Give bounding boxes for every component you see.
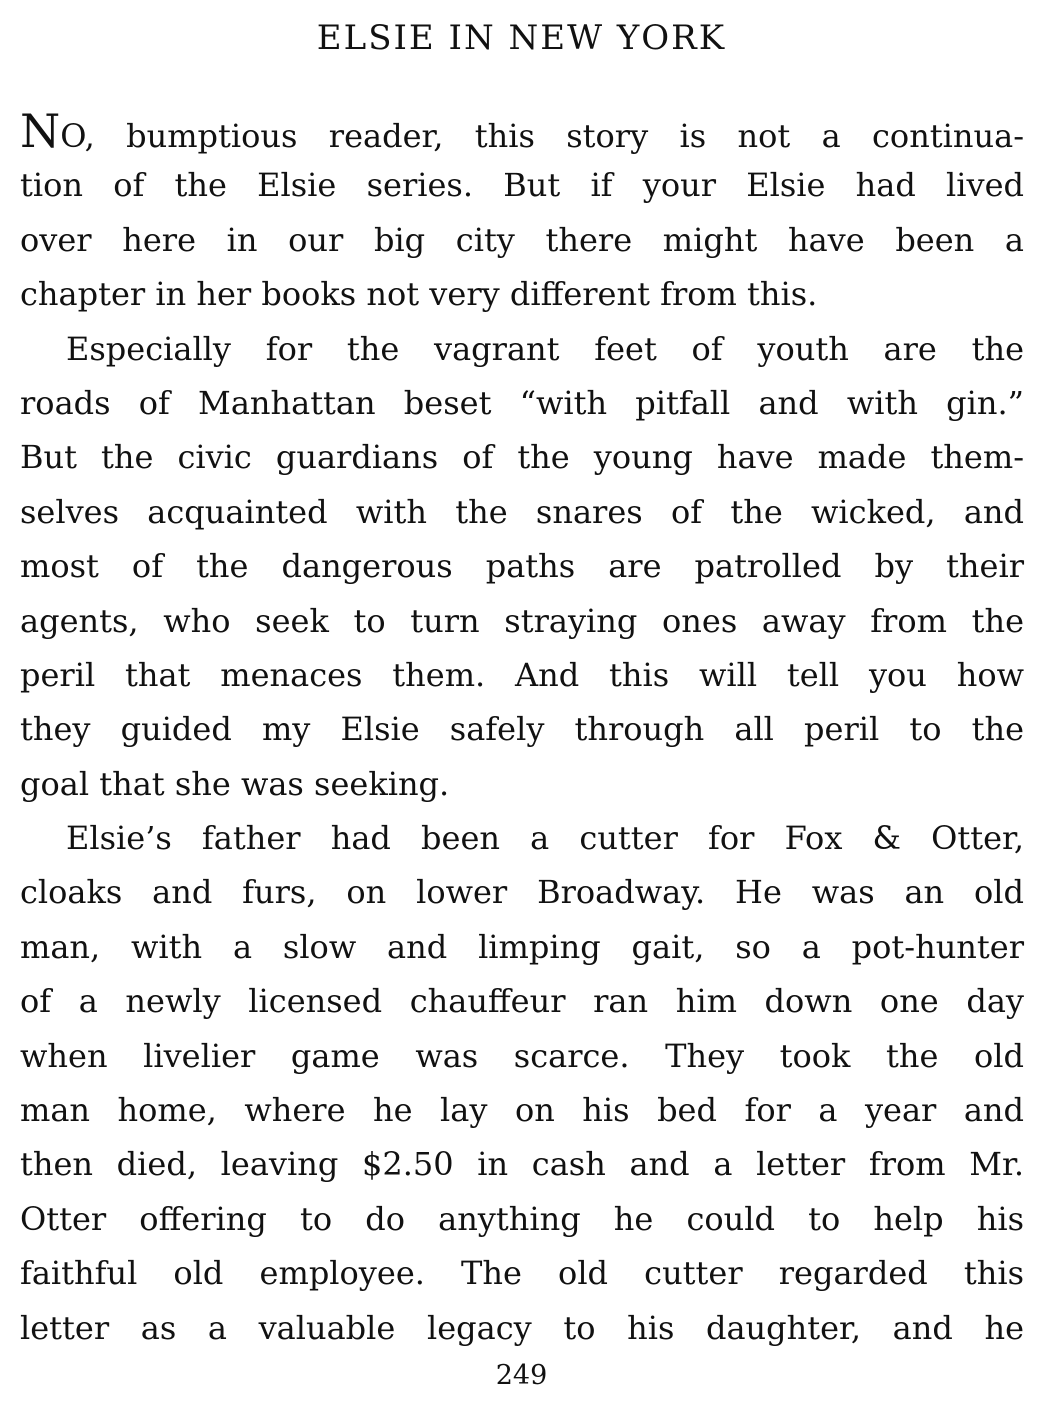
text-line: Otter offering to do anything he could to help his xyxy=(20,1199,1024,1238)
text-line: man home, where he lay on his bed for a year and xyxy=(20,1091,1024,1130)
text-line: letter as a valuable legacy to his daughter, and he xyxy=(20,1308,1024,1347)
text-line: But the civic guardians of the young have made them- xyxy=(20,438,1024,477)
text-line: of a newly licensed chauffeur ran him down one day xyxy=(20,982,1024,1021)
text-line: when livelier game was scarce. They took the old xyxy=(20,1036,1024,1075)
text-line: roads of Manhattan beset “with pitfall and with gin.” xyxy=(20,383,1024,422)
text-line: most of the dangerous paths are patrolled by their xyxy=(20,547,1024,586)
text-line: agents, who seek to turn straying ones away from the xyxy=(20,601,1024,640)
text-line: chapter in her books not very different from this. xyxy=(20,275,818,314)
text-line: peril that menaces them. And this will tell you how xyxy=(20,655,1024,694)
running-title: ELSIE IN NEW YORK xyxy=(316,18,727,58)
text-line xyxy=(20,104,1024,158)
text-line: cloaks and furs, on lower Broadway. He was an old xyxy=(20,873,1024,912)
text-line: Elsie’s father had been a cutter for Fox & Otter, xyxy=(66,819,1024,858)
line-text: bumptious reader, this story is not a continua- xyxy=(94,117,1024,155)
body-text xyxy=(20,104,1024,1355)
small-cap-rest: O, xyxy=(60,117,95,155)
text-line: selves acquainted with the snares of the wicked, and xyxy=(20,492,1024,531)
page-number: 249 xyxy=(495,1360,548,1391)
text-line: over here in our big city there might have been a xyxy=(20,220,1024,259)
text-line: man, with a slow and limping gait, so a pot-hunter xyxy=(20,927,1024,966)
text-line: then died, leaving $2.50 in cash and a letter from Mr. xyxy=(20,1145,1024,1184)
drop-cap: N xyxy=(20,104,61,158)
text-line: faithful old employee. The old cutter regarded this xyxy=(20,1254,1024,1293)
text-line: Especially for the vagrant feet of youth are the xyxy=(66,329,1024,368)
text-line: tion of the Elsie series. But if your Elsie had lived xyxy=(20,166,1024,205)
text-line: goal that she was seeking. xyxy=(20,764,450,803)
text-line: they guided my Elsie safely through all peril to the xyxy=(20,710,1024,749)
